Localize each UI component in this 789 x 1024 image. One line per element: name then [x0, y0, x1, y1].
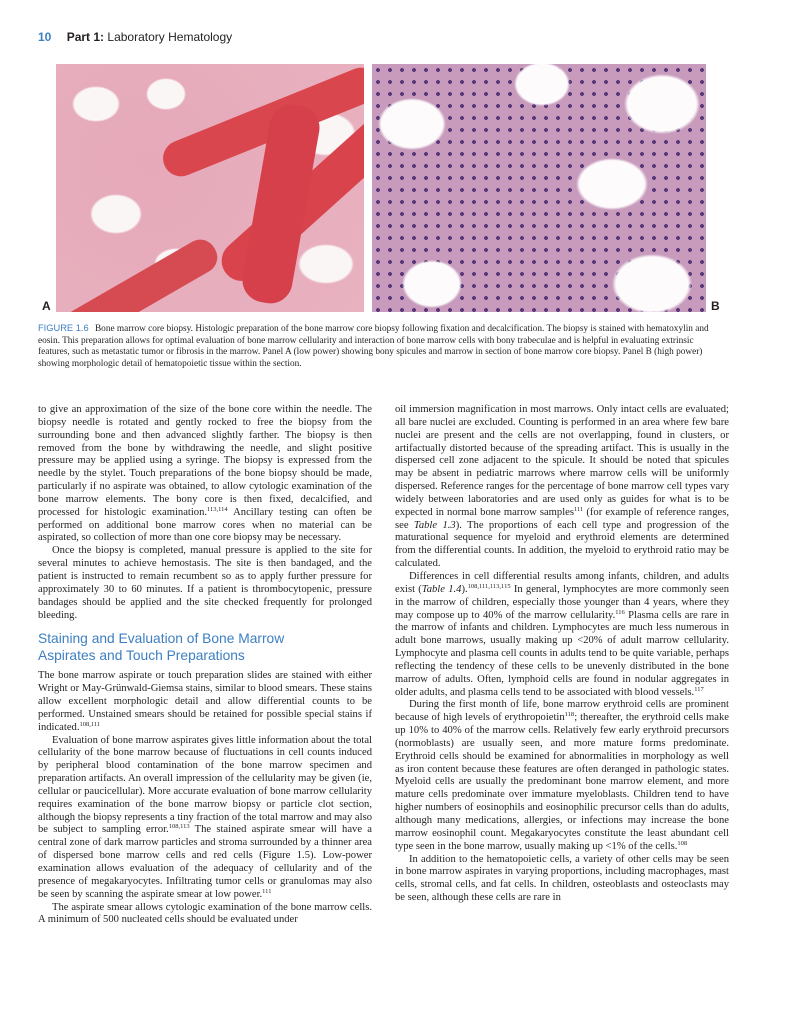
running-header [38, 30, 232, 44]
text-run: ). The proportions of each cell type and progression of the maturational sequence for myeloid and erythroid elements are determined from the differential counts. In addition, the myeloid to erythroid ratio may be calculated. [395, 519, 729, 570]
bone-trabecula [59, 234, 223, 312]
citation: 116 [615, 608, 625, 616]
citation: 108 [677, 839, 688, 847]
text-run: In general, lymphocytes are more commonly seen in the marrow of children, especially those younger than 4 years, where they may compose up to 40% of the marrow cellularity. [395, 583, 729, 621]
table-reference: Table 1.3 [413, 519, 456, 531]
citation: 113,114 [207, 505, 228, 513]
figure-number: FIGURE 1.6 [38, 323, 89, 333]
caption-text: Bone marrow core biopsy. Histologic preparation of the bone marrow core biopsy following fixation and decalcification. The biopsy is stained with hematoxylin and eosin. This preparation allows for optimal evaluation of bone marrow cellularity and interaction of bone marrow cells with bony trabeculae and is helpful in evaluating extrinsic features, such as metastatic tumor or fibrosis in the marrow. Panel A (low power) showing bony spicules and marrow in section of bone marrow core biopsy. Panel B (high power) showing morphologic detail of hematopoietic tissue within the section. [38, 324, 709, 369]
text-column-left [38, 404, 372, 927]
text-run: During the first month of life, bone marrow erythroid cells are prominent because of high levels of erythropoietin [395, 699, 729, 724]
text-run: (for example of reference ranges, see [395, 506, 729, 531]
text-run: to give an approximation of the size of the bone core within the needle. The biopsy needle is rotated and gently rocked to free the biopsy from the surrounding bone and then advanced slightly farther. The biopsy is then removed from the bone by withdrawing the needle, and slight positive pressure may be applied using a syringe. The biopsy is expressed from the needle by the stylet. Touch preparations of the bone biopsy should be made, particularly if no aspirate was obtained, to allow cytologic examination of the bone marrow elements. The bony core is then fixed, decalcified, and processed for histologic examination. [38, 404, 372, 518]
citation: 108,111,113,115 [467, 582, 511, 590]
citation: 108,113 [168, 823, 190, 831]
text-run: Evaluation of bone marrow aspirates gives little information about the total cellularity of the bone marrow because of fluctuations in cell counts induced by peripheral blood contamination of the bone marrow specimen and preparation artifacts. An overall impression of the cellularity may be given (ie, cellular or paucicellular). More accurate evaluation of bone marrow cellularity requires examination of the bone marrow biopsy or particle clot section, although the biopsy represents a tiny fraction of the total marrow and may also be subject to sampling error. [38, 734, 372, 836]
figure-caption [38, 323, 726, 370]
citation: 117 [694, 685, 704, 693]
paragraph: The aspirate smear allows cytologic examination of the bone marrow cells. A minimum of 500 nucleated cells should be evaluated under [38, 901, 372, 926]
paragraph: In addition to the hematopoietic cells, a variety of other cells may be seen in bone marrow aspirates in varying proportions, including macrophages, mast cells, stromal cells, and fat cells. In children, osteoblasts and osteoclasts may be seen, although these cells are rare in [395, 853, 729, 904]
text-run: The stained aspirate smear will have a central zone of dark marrow particles and stroma surrounded by a thinner area of dispersed bone marrow cells and red cells (Figure 1.5). Low-power examination allows evaluation of the adequacy of cellularity and of the presence of megakaryocytes. Infiltrating tumor cells or granulomas may also be seen by scanning the aspirate smear at low power. [38, 824, 372, 900]
text-run: Plasma cells are rare in the marrow of infants and children. Lymphocytes are much less numerous in adult bone marrows, usually making up <20% of adult marrow cellularity. Lymphocyte and plasma cell counts in adults tend to be quite variable, perhaps reflecting the tendency of these cells to be unevenly distributed in the bone marrow of adults. Often, lymphoid cells are found in nodular aggregates in older adults, and plasma cells tend to be associated with blood vessels. [395, 609, 730, 698]
text-run: ). [461, 583, 468, 595]
text-run: ; thereafter, the erythroid cells make up 10% to 40% of the marrow cells. Relatively few early erythroid precursors (normoblasts) are usually seen, and more mature forms predominate. Erythroid cells should be examined for abnormalities in morphology as well as iron content because these features are often deranged in pathologic states. Myeloid cells are usually the predominant bone marrow element, and more mature cells predominate over immature myeloblasts. Children tend to have higher numbers of eosinophils and eosinophilic precursor cells than do adults, although many medications, allergies, or infections may increase the bone marrow eosinophil count. Megakaryocytes constitute the least abundant cell type seen in the bone marrow, usually making up <1% of the cells. [395, 712, 729, 852]
page-number: 10 [38, 30, 52, 44]
citation: 108,111 [79, 720, 101, 728]
text-column-right [395, 404, 729, 905]
heading-line: Staining and Evaluation of Bone Marrow [38, 631, 285, 647]
text-run: oil immersion magnification in most marrows. Only intact cells are evaluated; all bare nuclei are excluded. Counting is performed in an area where few bare nuclei are present and the cells are not overlapping, found in clusters, or artifactually distorted because of the spreading artifact. This is usually in the dispersed cell zone adjacent to the spicule. It should be noted that spicules may be absent in pediatric marrows where marrow cells will be uniformly dispersed. Reference ranges for the percentage of bone marrow cell types vary widely between laboratories and are used only as guides for what is to be expected in normal bone marrow samples [395, 404, 729, 518]
heading-line: Aspirates and Touch Preparations [38, 648, 245, 664]
citation: 118 [564, 711, 575, 719]
paragraph [38, 735, 372, 902]
citation: 111 [262, 887, 272, 895]
citation: 111 [574, 505, 584, 513]
paragraph [395, 571, 729, 699]
paragraph [395, 699, 729, 853]
figure-panel-a-image [56, 64, 364, 312]
panel-a-label: A [42, 299, 51, 313]
paragraph [38, 404, 372, 545]
paragraph [38, 670, 372, 734]
paragraph [395, 404, 729, 571]
text-run: The bone marrow aspirate or touch preparation slides are stained with either Wright or May-Grünwald-Giemsa stains, similar to blood smears. These stains allow excellent morphologic detail and allow differential counts to be performed. Unstained smears should be retained for possible special stains if indicated. [38, 670, 372, 733]
table-reference: Table 1.4 [421, 583, 462, 595]
paragraph: Once the biopsy is completed, manual pressure is applied to the site for several minutes to achieve hemostasis. The site is then bandaged, and the patient is instructed to remain recumbent so as to apply further pressure for approximately 30 to 60 minutes. If a patient is thrombocytopenic, pressure bandages should be applied and the site checked frequently for prolonged bleeding. [38, 545, 372, 621]
part-label: Part 1: [66, 30, 105, 44]
panel-b-label: B [711, 299, 720, 313]
figure-panel-b-image [372, 64, 706, 312]
text-run: Differences in cell differential results among infants, children, and adults exist ( [395, 570, 729, 595]
part-title: Laboratory Hematology [107, 30, 233, 44]
text-run: Ancillary testing can often be performed on additional bone marrow cores when no material can be aspirated, so collection of more than one core biopsy may be necessary. [38, 506, 372, 544]
section-heading [38, 630, 372, 664]
